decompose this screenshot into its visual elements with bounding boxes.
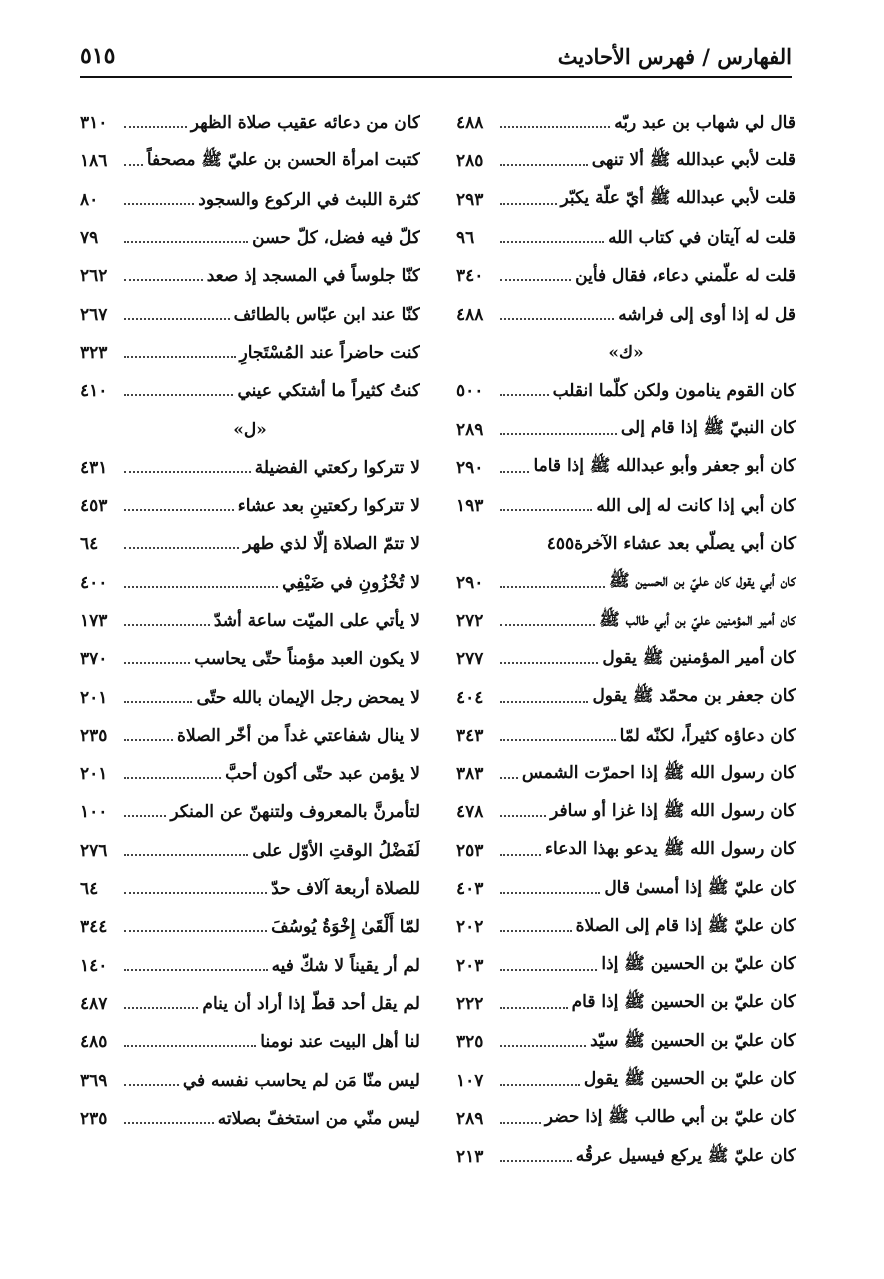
- dot-leader: [124, 394, 233, 396]
- page-reference: ٢٨٥: [456, 151, 484, 172]
- index-entry: [456, 257, 796, 295]
- page-reference: ١٩٣: [456, 496, 484, 517]
- index-entry: [80, 985, 420, 1023]
- page-reference: ٣٨٣: [456, 764, 484, 785]
- dot-leader: [124, 356, 236, 358]
- index-entry: [456, 908, 796, 946]
- page-reference: ٢٠٢: [456, 917, 484, 938]
- dot-leader: [500, 394, 549, 396]
- index-entry: [80, 449, 420, 487]
- index-entry: [456, 755, 796, 793]
- entry-text: كنّا جلوساً في المسجد إذ صعد: [206, 266, 420, 287]
- dot-leader: [500, 777, 518, 779]
- dot-leader: [124, 1122, 214, 1124]
- entry-text: كتبت امرأة الحسن بن عليّ ﷺ مصحفاً: [146, 149, 420, 170]
- index-entry: [456, 104, 796, 142]
- page-reference: ٤٧٨: [456, 802, 484, 823]
- entry-text: لا يمحض رجل الإيمان بالله حتّى: [196, 687, 420, 708]
- index-entry: [80, 1023, 420, 1061]
- index-entry: [80, 870, 420, 908]
- entry-text: لا تتركوا ركعتي الفضيلة: [254, 457, 420, 478]
- entry-text: لا تتمّ الصلاة إلّا لذي طهر: [243, 534, 420, 555]
- page-reference: ٢١٣: [456, 1147, 484, 1168]
- page-reference: ٣٢٥: [456, 1032, 484, 1053]
- dot-leader: [500, 203, 557, 205]
- entry-text: قلت لأبي عبدالله ﷺ أيّ علّة يكبّر: [560, 188, 796, 209]
- page-reference: ٢٩٠: [456, 572, 484, 593]
- dot-leader: [124, 586, 278, 588]
- index-entry: [80, 832, 420, 870]
- page-reference: ٢٨٩: [456, 419, 484, 440]
- dot-leader: [124, 969, 268, 971]
- page-reference: ٣٧٠: [80, 649, 108, 670]
- index-entry: [456, 564, 796, 602]
- index-entry: [456, 295, 796, 333]
- index-entry: [456, 678, 796, 716]
- entry-text: لا يكون العبد مؤمناً حتّى يحاسب: [194, 649, 420, 670]
- dot-leader: [500, 815, 546, 817]
- dot-leader: [500, 1122, 541, 1124]
- index-entry: [456, 793, 796, 831]
- entry-text: كان القوم ينامون ولكن كلّما انقلب: [552, 381, 796, 402]
- page-reference: ٦٤: [80, 879, 99, 900]
- entry-text: كان رسول الله ﷺ إذا غزا أو سافر: [550, 800, 796, 821]
- dot-leader: [500, 1160, 572, 1162]
- index-entry: [80, 1061, 420, 1099]
- page-reference: ٣١٠: [80, 113, 108, 134]
- page-reference: ٦٤: [80, 534, 99, 555]
- dot-leader: [500, 624, 595, 626]
- dot-leader: [124, 854, 248, 856]
- index-entry: [456, 1100, 796, 1138]
- page-reference: ١٧٣: [80, 611, 108, 631]
- dot-leader: [500, 892, 600, 894]
- index-entry: [80, 525, 420, 563]
- index-entry: [80, 717, 420, 755]
- entry-text: قلت له علّمني دعاء، فقال فأين: [575, 266, 796, 287]
- page-reference: ٤٠٣: [456, 879, 484, 900]
- page-reference: ٤٥٣: [80, 496, 108, 517]
- dot-leader: [500, 509, 592, 511]
- dot-leader: [124, 624, 210, 626]
- page-reference: ٢٠١: [80, 764, 108, 785]
- entry-text: لتأمرنَّ بالمعروف ولتنهنّ عن المنكر: [170, 802, 420, 823]
- entry-text: لم أر يقيناً لا شكّ فيه: [271, 955, 420, 976]
- entry-text: قال لي شهاب بن عبد ربّه: [614, 113, 796, 134]
- index-entry: [456, 985, 796, 1023]
- entry-text: ليس منّا مَن لم يحاسب نفسه في: [182, 1070, 420, 1091]
- dot-leader: [500, 433, 617, 435]
- index-entry: [456, 832, 796, 870]
- index-entry: [456, 717, 796, 755]
- dot-leader: [500, 586, 605, 588]
- dot-leader: [124, 1007, 198, 1009]
- dot-leader: [500, 1007, 568, 1009]
- index-entry: كان أبي يصلّي بعد عشاء الآخرة٤٥٥: [546, 534, 796, 555]
- page-reference: ٢٧٢: [456, 611, 484, 631]
- page-reference: ٢٥٣: [456, 840, 484, 861]
- entry-text: للصلاة أربعة آلاف حدّ: [271, 879, 420, 900]
- index-entry: [80, 564, 420, 602]
- index-entry: [456, 602, 796, 640]
- dot-leader: [500, 662, 598, 664]
- index-entry: [80, 104, 420, 142]
- entry-text: كان جعفر بن محمّد ﷺ يقول: [592, 686, 796, 707]
- entry-text: لنا أهل البيت عند نومنا: [260, 1032, 420, 1053]
- dot-leader: [124, 930, 267, 932]
- entry-text: كان أبو جعفر وأبو عبدالله ﷺ إذا قاما: [533, 456, 796, 477]
- entry-text: قل له إذا أوى إلى فراشه: [618, 304, 796, 325]
- index-entry: [456, 870, 796, 908]
- section-letter-heading: «ل»: [233, 419, 267, 440]
- index-entry: [80, 908, 420, 946]
- entry-text: لا تُخْزُونِ في ضَيْفِي: [282, 572, 420, 593]
- index-entry: [456, 410, 796, 448]
- index-entry: [80, 219, 420, 257]
- index-entry: [80, 334, 420, 372]
- dot-leader: [124, 471, 251, 473]
- entry-text: كان عليّ ﷺ إذا أمسىٰ قال: [604, 877, 796, 898]
- page-reference: ٨٠: [80, 189, 99, 210]
- page-reference: ٢٩٠: [456, 457, 484, 478]
- index-entry: [456, 487, 796, 525]
- index-entry: [456, 1061, 796, 1099]
- entry-text: كثرة اللبث في الركوع والسجود: [198, 189, 420, 210]
- entry-text: كلّ فيه فضل، كلّ حسن: [252, 228, 420, 249]
- page-reference: ٤٨٧: [80, 993, 108, 1014]
- index-column-right: [456, 104, 796, 1176]
- entry-text: قلت له آيتان في كتاب الله: [608, 228, 796, 249]
- entry-text: كان عليّ بن الحسين ﷺ إذا قام: [571, 992, 796, 1013]
- dot-leader: [124, 164, 143, 166]
- entry-text: كان رسول الله ﷺ إذا احمرّت الشمس: [521, 762, 796, 783]
- index-entry: [456, 142, 796, 180]
- dot-leader: [124, 777, 221, 779]
- dot-leader: [124, 1045, 256, 1047]
- entry-text: كان من دعائه عقيب صلاة الظهر: [190, 113, 420, 134]
- index-entry: [80, 755, 420, 793]
- page-reference: ٤٨٥: [80, 1032, 108, 1053]
- page-reference: ٣٦٩: [80, 1070, 108, 1091]
- index-entry: [456, 640, 796, 678]
- page-reference: ٢٧٦: [80, 840, 108, 861]
- dot-leader: [124, 701, 192, 703]
- dot-leader: [500, 126, 610, 128]
- index-entry: [80, 142, 420, 180]
- index-entry: [80, 181, 420, 219]
- page-reference: ٤٨٨: [456, 113, 484, 134]
- entry-text: لَفَضْلُ الوقتِ الأوّل على: [252, 840, 420, 861]
- page-title: الفهارس / فهرس الأحاديث: [557, 43, 792, 69]
- index-entry: [456, 372, 796, 410]
- entry-text: كنّا عند ابن عبّاس بالطائف: [233, 304, 420, 325]
- index-entry: [80, 793, 420, 831]
- dot-leader: [124, 892, 267, 894]
- entry-text: كان عليّ بن الحسين ﷺ يقول: [583, 1069, 796, 1090]
- page-reference: ١٠٠: [80, 802, 108, 823]
- index-entry: [80, 372, 420, 410]
- dot-leader: [124, 662, 190, 664]
- page-reference: ٣٤٣: [456, 725, 484, 746]
- entry-text: كان عليّ ﷺ يركع فيسيل عرقُه: [575, 1145, 796, 1166]
- index-entry: [80, 1100, 420, 1138]
- entry-text: كان أمير المؤمنين عليّ بن أبي طالب ﷺ: [599, 609, 796, 630]
- page-reference: ٢٣٥: [80, 1108, 108, 1129]
- index-entry: [456, 947, 796, 985]
- page-number: ٥١٥: [80, 43, 116, 69]
- dot-leader: [500, 1084, 580, 1086]
- entry-text: لم يقل أحد قطّ إذا أراد أن ينام: [202, 993, 420, 1014]
- dot-leader: [500, 930, 572, 932]
- page-reference: ٢٨٩: [456, 1108, 484, 1129]
- entry-text: كان النبيّ ﷺ إذا قام إلى: [620, 418, 796, 439]
- entry-text: لا يأتي على الميّت ساعة أشدّ: [213, 611, 420, 631]
- page-header: [80, 36, 792, 78]
- dot-leader: [124, 241, 248, 243]
- page-reference: ٢٦٢: [80, 266, 108, 287]
- entry-text: كان عليّ بن أبي طالب ﷺ إذا حضر: [544, 1107, 796, 1128]
- page-reference: ١٨٦: [80, 151, 108, 172]
- dot-leader: [124, 509, 234, 511]
- dot-leader: [124, 547, 239, 549]
- section-letter-heading: «ك»: [608, 342, 644, 363]
- page-reference: ٤٠٤: [456, 687, 484, 708]
- index-entry: [80, 678, 420, 716]
- entry-text: كان أبي إذا كانت له إلى الله: [596, 496, 796, 517]
- dot-leader: [500, 318, 614, 320]
- entry-text: كان عليّ بن الحسين ﷺ سيّد: [590, 1030, 796, 1051]
- entry-text: كان أبي يقول كان عليّ بن الحسين ﷺ: [609, 571, 796, 592]
- dot-leader: [500, 279, 571, 281]
- dot-leader: [500, 701, 588, 703]
- entry-text: كان أمير المؤمنين ﷺ يقول: [602, 647, 796, 668]
- page-reference: ٣٤٠: [456, 266, 484, 287]
- dot-leader: [124, 203, 194, 205]
- page-reference: ٢٣٥: [80, 725, 108, 746]
- page-reference: ٢٠٣: [456, 955, 484, 976]
- index-entry: [456, 219, 796, 257]
- dot-leader: [500, 241, 604, 243]
- page-reference: ٢٠١: [80, 687, 108, 708]
- dot-leader: [500, 854, 541, 856]
- index-entry: [456, 449, 796, 487]
- index-entry: [80, 602, 420, 640]
- dot-leader: [124, 126, 187, 128]
- entry-text: كان دعاؤه كثيراً، لكنّه لمّا: [619, 725, 796, 746]
- page-reference: ٢٧٧: [456, 649, 484, 670]
- entry-text: لا تتركوا ركعتينِ بعد عشاء: [237, 496, 420, 517]
- index-column-left: [80, 104, 420, 1138]
- entry-text: لمّا أَلْقَىٰ إِخْوَةُ يُوسُفَ: [271, 917, 420, 938]
- entry-text: كان رسول الله ﷺ يدعو بهذا الدعاء: [545, 839, 796, 860]
- page-reference: ٤١٠: [80, 381, 108, 402]
- index-entry: [80, 487, 420, 525]
- entry-text: لا ينال شفاعتي غداً من أخّر الصلاة: [177, 725, 420, 746]
- index-entry: [456, 1023, 796, 1061]
- dot-leader: [124, 739, 173, 741]
- dot-leader: [124, 815, 166, 817]
- page-reference: ١٤٠: [80, 955, 108, 976]
- dot-leader: [500, 164, 588, 166]
- entry-text: كنتُ كثيراً ما أشتكي عيني: [237, 381, 420, 402]
- dot-leader: [124, 1084, 179, 1086]
- index-entry: [80, 295, 420, 333]
- dot-leader: [500, 739, 616, 741]
- entry-text: كان عليّ بن الحسين ﷺ إذا: [601, 954, 796, 975]
- dot-leader: [124, 318, 230, 320]
- page-reference: ٣٢٣: [80, 342, 108, 363]
- page-reference: ٩٦: [456, 228, 475, 249]
- dot-leader: [500, 1045, 586, 1047]
- page-reference: ٢٦٧: [80, 304, 108, 325]
- index-entry: [456, 181, 796, 219]
- entry-text: قلت لأبي عبدالله ﷺ ألا تنهى: [591, 149, 796, 170]
- dot-leader: [124, 279, 203, 281]
- page-reference: ٣٤٤: [80, 917, 108, 938]
- entry-text: ليس منّي من استخفّ بصلاته: [217, 1108, 420, 1129]
- index-entry: [80, 640, 420, 678]
- page-reference: ٥٠٠: [456, 381, 484, 402]
- index-entry: [456, 1138, 796, 1176]
- page-reference: ٢٩٣: [456, 189, 484, 210]
- page-reference: ١٠٧: [456, 1070, 484, 1091]
- entry-text: لا يؤمن عبد حتّى أكون أحبَّ: [225, 764, 420, 785]
- dot-leader: [500, 471, 529, 473]
- index-entry: [80, 257, 420, 295]
- index-entry: [80, 947, 420, 985]
- entry-text: كان عليّ ﷺ إذا قام إلى الصلاة: [575, 915, 796, 936]
- dot-leader: [500, 969, 597, 971]
- entry-text: كنت حاضراً عند المُسْتَجارِ: [239, 342, 420, 363]
- page-reference: ٤٨٨: [456, 304, 484, 325]
- page-reference: ٤٠٠: [80, 572, 108, 593]
- page-reference: ٤٣١: [80, 457, 108, 478]
- page-reference: ٧٩: [80, 228, 99, 249]
- page-reference: ٢٢٢: [456, 993, 484, 1014]
